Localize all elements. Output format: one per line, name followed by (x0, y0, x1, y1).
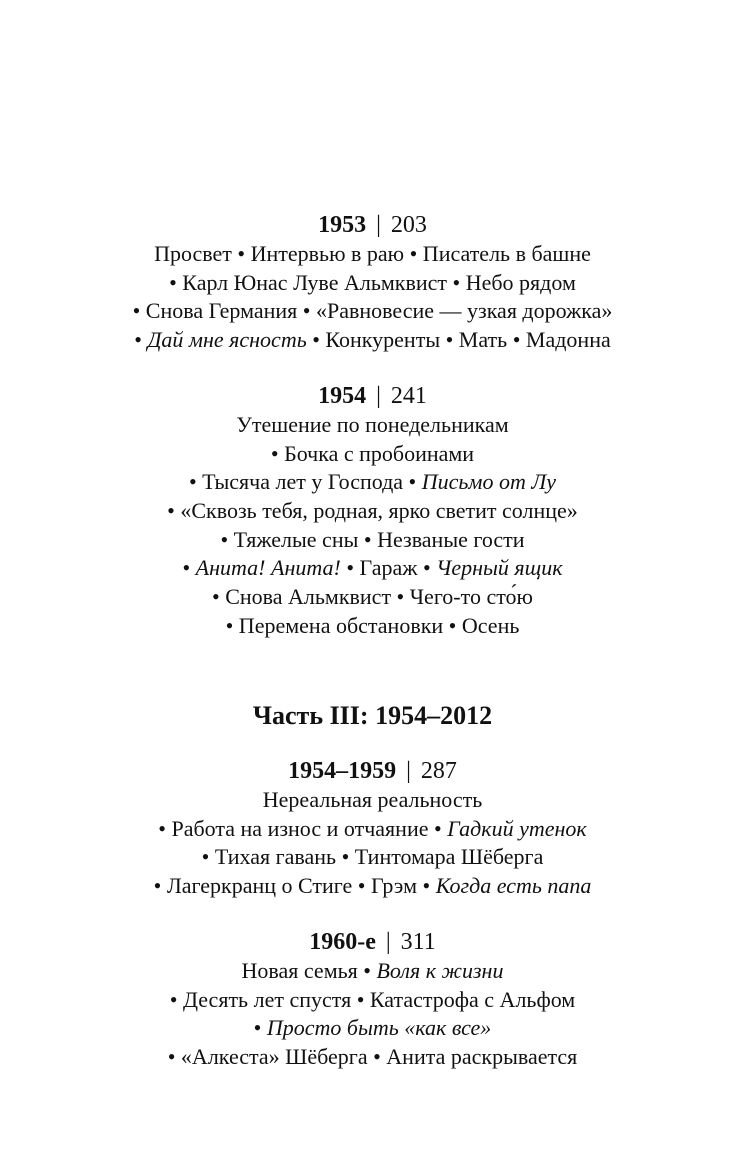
entry-text: Нереальная реальность (262, 787, 483, 812)
entry-text: • (253, 1015, 267, 1041)
toc-entry-line (0, 1043, 745, 1072)
entry-title-italic: Гадкий утенок (447, 815, 587, 841)
section-heading (0, 381, 745, 411)
entry-text: • Работа на износ и отчаяние • (158, 815, 448, 841)
section-year: 1960-е (309, 929, 376, 955)
entry-title-italic: Письмо от Лу (421, 469, 557, 495)
section-year: 1953 (318, 212, 367, 238)
section-year: 1954 (318, 383, 367, 409)
entry-text: • Гараж • (340, 555, 437, 581)
toc-entry-line (0, 1014, 745, 1043)
entry-text: • Тихая гавань • Тинтомара Шёберга (201, 844, 544, 870)
entry-text: • (182, 555, 196, 581)
entry-text: • (134, 327, 148, 353)
section-page-number: 203 (390, 212, 427, 238)
entry-text: • Тысяча лет у Господа • (188, 469, 422, 495)
entry-text: • Снова Альмквист • Чего-то сто́ю (212, 584, 533, 610)
entry-text: • Снова Германия • «Равновесие — узкая дорожка» (132, 298, 613, 324)
entry-text: • Перемена обстановки • Осень (225, 612, 520, 638)
entry-title-italic: Когда есть папа (435, 873, 592, 899)
section-page-number: 241 (390, 383, 427, 409)
entry-title-italic: Просто быть «как все» (266, 1015, 492, 1041)
toc-entry-line (0, 269, 745, 298)
toc-entry-line (0, 554, 745, 583)
heading-separator: | (376, 212, 381, 238)
toc-entry-line (0, 843, 745, 872)
toc-entry-line (0, 786, 745, 815)
section-page-number: 287 (420, 758, 457, 784)
entry-text: Просвет • Интервью в раю • Писатель в башне (154, 241, 591, 266)
entry-title-italic: Черный ящик (436, 555, 563, 581)
entry-text: • Лагеркранц о Стиге • Грэм • (153, 873, 436, 899)
section-heading (0, 927, 745, 957)
part-title: Часть III: 1954–2012 (252, 701, 493, 730)
toc-entry-line (0, 411, 745, 440)
toc-section-1953 (0, 210, 745, 355)
section-page-number: 311 (400, 929, 436, 955)
section-heading (0, 210, 745, 240)
toc-entry-line (0, 440, 745, 469)
toc-entry-line (0, 872, 745, 901)
heading-separator: | (406, 758, 411, 784)
heading-separator: | (385, 929, 391, 955)
entry-text: Утешение по понедельникам (236, 412, 509, 437)
toc-section-1954-1959 (0, 756, 745, 901)
toc-entry-line (0, 957, 745, 986)
heading-separator: | (376, 383, 381, 409)
toc-entry-line (0, 468, 745, 497)
entry-text: Новая семья • (241, 958, 377, 983)
toc-entry-line (0, 583, 745, 612)
toc-entry-line (0, 326, 745, 355)
entry-text: • Карл Юнас Луве Альмквист • Небо рядом (169, 269, 576, 295)
toc-entry-line (0, 526, 745, 555)
entry-text: • Конкуренты • Мать • Мадонна (306, 327, 611, 353)
toc-entry-line (0, 297, 745, 326)
entry-text: • Десять лет спустя • Катастрофа с Альфом (169, 986, 576, 1012)
toc-entry-line (0, 497, 745, 526)
entry-title-italic: Воля к жизни (376, 958, 504, 983)
toc-entry-line (0, 612, 745, 641)
toc-entry-line (0, 240, 745, 269)
entry-title-italic: Анита! Анита! (195, 555, 341, 581)
entry-text: • «Сквозь тебя, родная, ярко светит солнце» (167, 498, 578, 524)
entry-text: • «Алкеста» Шёберга • Анита раскрывается (167, 1044, 578, 1070)
entry-text: • Тяжелые сны • Незваные гости (220, 526, 525, 552)
toc-entry-line (0, 986, 745, 1015)
entry-title-italic: Дай мне ясность (147, 327, 307, 353)
toc-section-1954 (0, 381, 745, 641)
toc-entry-line (0, 815, 745, 844)
section-heading (0, 756, 745, 786)
toc-section-1960s (0, 927, 745, 1072)
entry-text: • Бочка с пробоинами (270, 440, 475, 466)
section-year: 1954–1959 (288, 758, 397, 784)
